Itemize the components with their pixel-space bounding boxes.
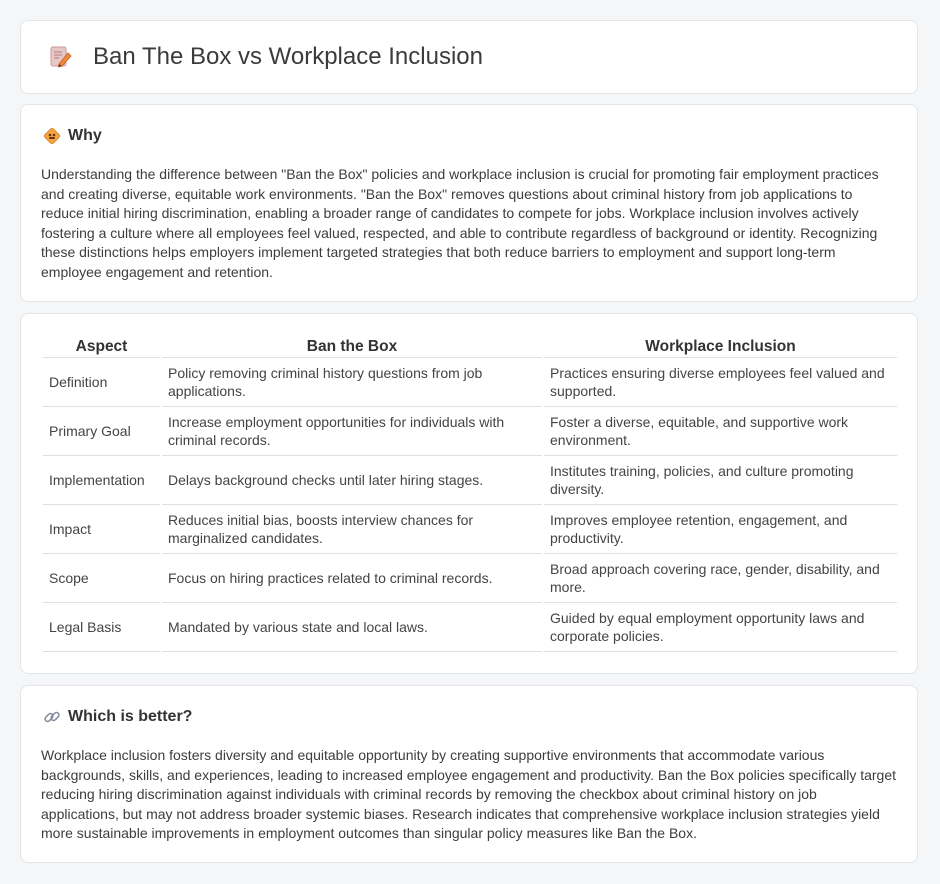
- header-ban-the-box: Ban the Box: [162, 336, 542, 358]
- cell-ban-the-box: Mandated by various state and local laws.: [162, 603, 542, 652]
- cell-workplace-inclusion: Practices ensuring diverse employees feel valued and supported.: [544, 358, 897, 407]
- cell-ban-the-box: Reduces initial bias, boosts interview chances for marginalized candidates.: [162, 505, 542, 554]
- why-section: [20, 104, 918, 302]
- table-header-row: [43, 336, 897, 358]
- cell-workplace-inclusion: Broad approach covering race, gender, disability, and more.: [544, 554, 897, 603]
- better-heading: Which is better?: [68, 708, 193, 725]
- cell-aspect: Implementation: [43, 456, 160, 505]
- table-row: [43, 456, 897, 505]
- why-body: Understanding the difference between "Ban the Box" policies and workplace inclusion is crucial for promoting fair employment practices and creating diverse, equitable work environments. "Ban the Box" removes questions about criminal history from job applications to reduce initial hiring discrimination, enabling a broader range of candidates to compete for jobs. Workplace inclusion involves actively fostering a culture where all employees feel valued, respected, and able to contribute regardless of background or identity. Recognizing these distinctions helps employers implement targeted strategies that both reduce barriers to employment and support long-term employee engagement and retention.: [41, 166, 879, 280]
- cell-ban-the-box: Focus on hiring practices related to criminal records.: [162, 554, 542, 603]
- cell-aspect: Impact: [43, 505, 160, 554]
- better-header: [43, 708, 192, 726]
- why-header: [43, 127, 102, 145]
- better-body: Workplace inclusion fosters diversity and equitable opportunity by creating supportive environments that accommodate various backgrounds, skills, and experiences, leading to increased employee engagement and productivity. Ban the Box policies specifically target reducing hiring discrimination against individuals with criminal records by removing the checkbox about criminal history on job applications, but may not address broader systemic biases. Research indicates that comprehensive workplace inclusion strategies yield more sustainable improvements in employment outcomes than singular policy measures like Ban the Box.: [41, 747, 897, 841]
- cell-aspect: Primary Goal: [43, 407, 160, 456]
- cell-workplace-inclusion: Improves employee retention, engagement, and productivity.: [544, 505, 897, 554]
- title-card: [20, 20, 918, 94]
- table-row: [43, 505, 897, 554]
- page-title: Ban The Box vs Workplace Inclusion: [93, 43, 483, 70]
- cell-aspect: Definition: [43, 358, 160, 407]
- comparison-table: [41, 336, 899, 652]
- why-heading: Why: [68, 127, 102, 144]
- table-row: [43, 554, 897, 603]
- header-aspect: Aspect: [43, 336, 160, 358]
- comparison-section: [20, 313, 918, 674]
- cell-ban-the-box: Policy removing criminal history questions from job applications.: [162, 358, 542, 407]
- header-workplace-inclusion: Workplace Inclusion: [544, 336, 897, 358]
- table-row: [43, 358, 897, 407]
- cell-ban-the-box: Delays background checks until later hiring stages.: [162, 456, 542, 505]
- cell-workplace-inclusion: Guided by equal employment opportunity laws and corporate policies.: [544, 603, 897, 652]
- table-row: [43, 603, 897, 652]
- table-row: [43, 407, 897, 456]
- cell-workplace-inclusion: Foster a diverse, equitable, and supportive work environment.: [544, 407, 897, 456]
- pencil-document-icon: [47, 44, 73, 70]
- cell-aspect: Scope: [43, 554, 160, 603]
- cell-workplace-inclusion: Institutes training, policies, and culture promoting diversity.: [544, 456, 897, 505]
- link-icon: [43, 708, 61, 726]
- cell-aspect: Legal Basis: [43, 603, 160, 652]
- diamond-sign-icon: [43, 127, 61, 145]
- which-is-better-section: [20, 685, 918, 863]
- cell-ban-the-box: Increase employment opportunities for individuals with criminal records.: [162, 407, 542, 456]
